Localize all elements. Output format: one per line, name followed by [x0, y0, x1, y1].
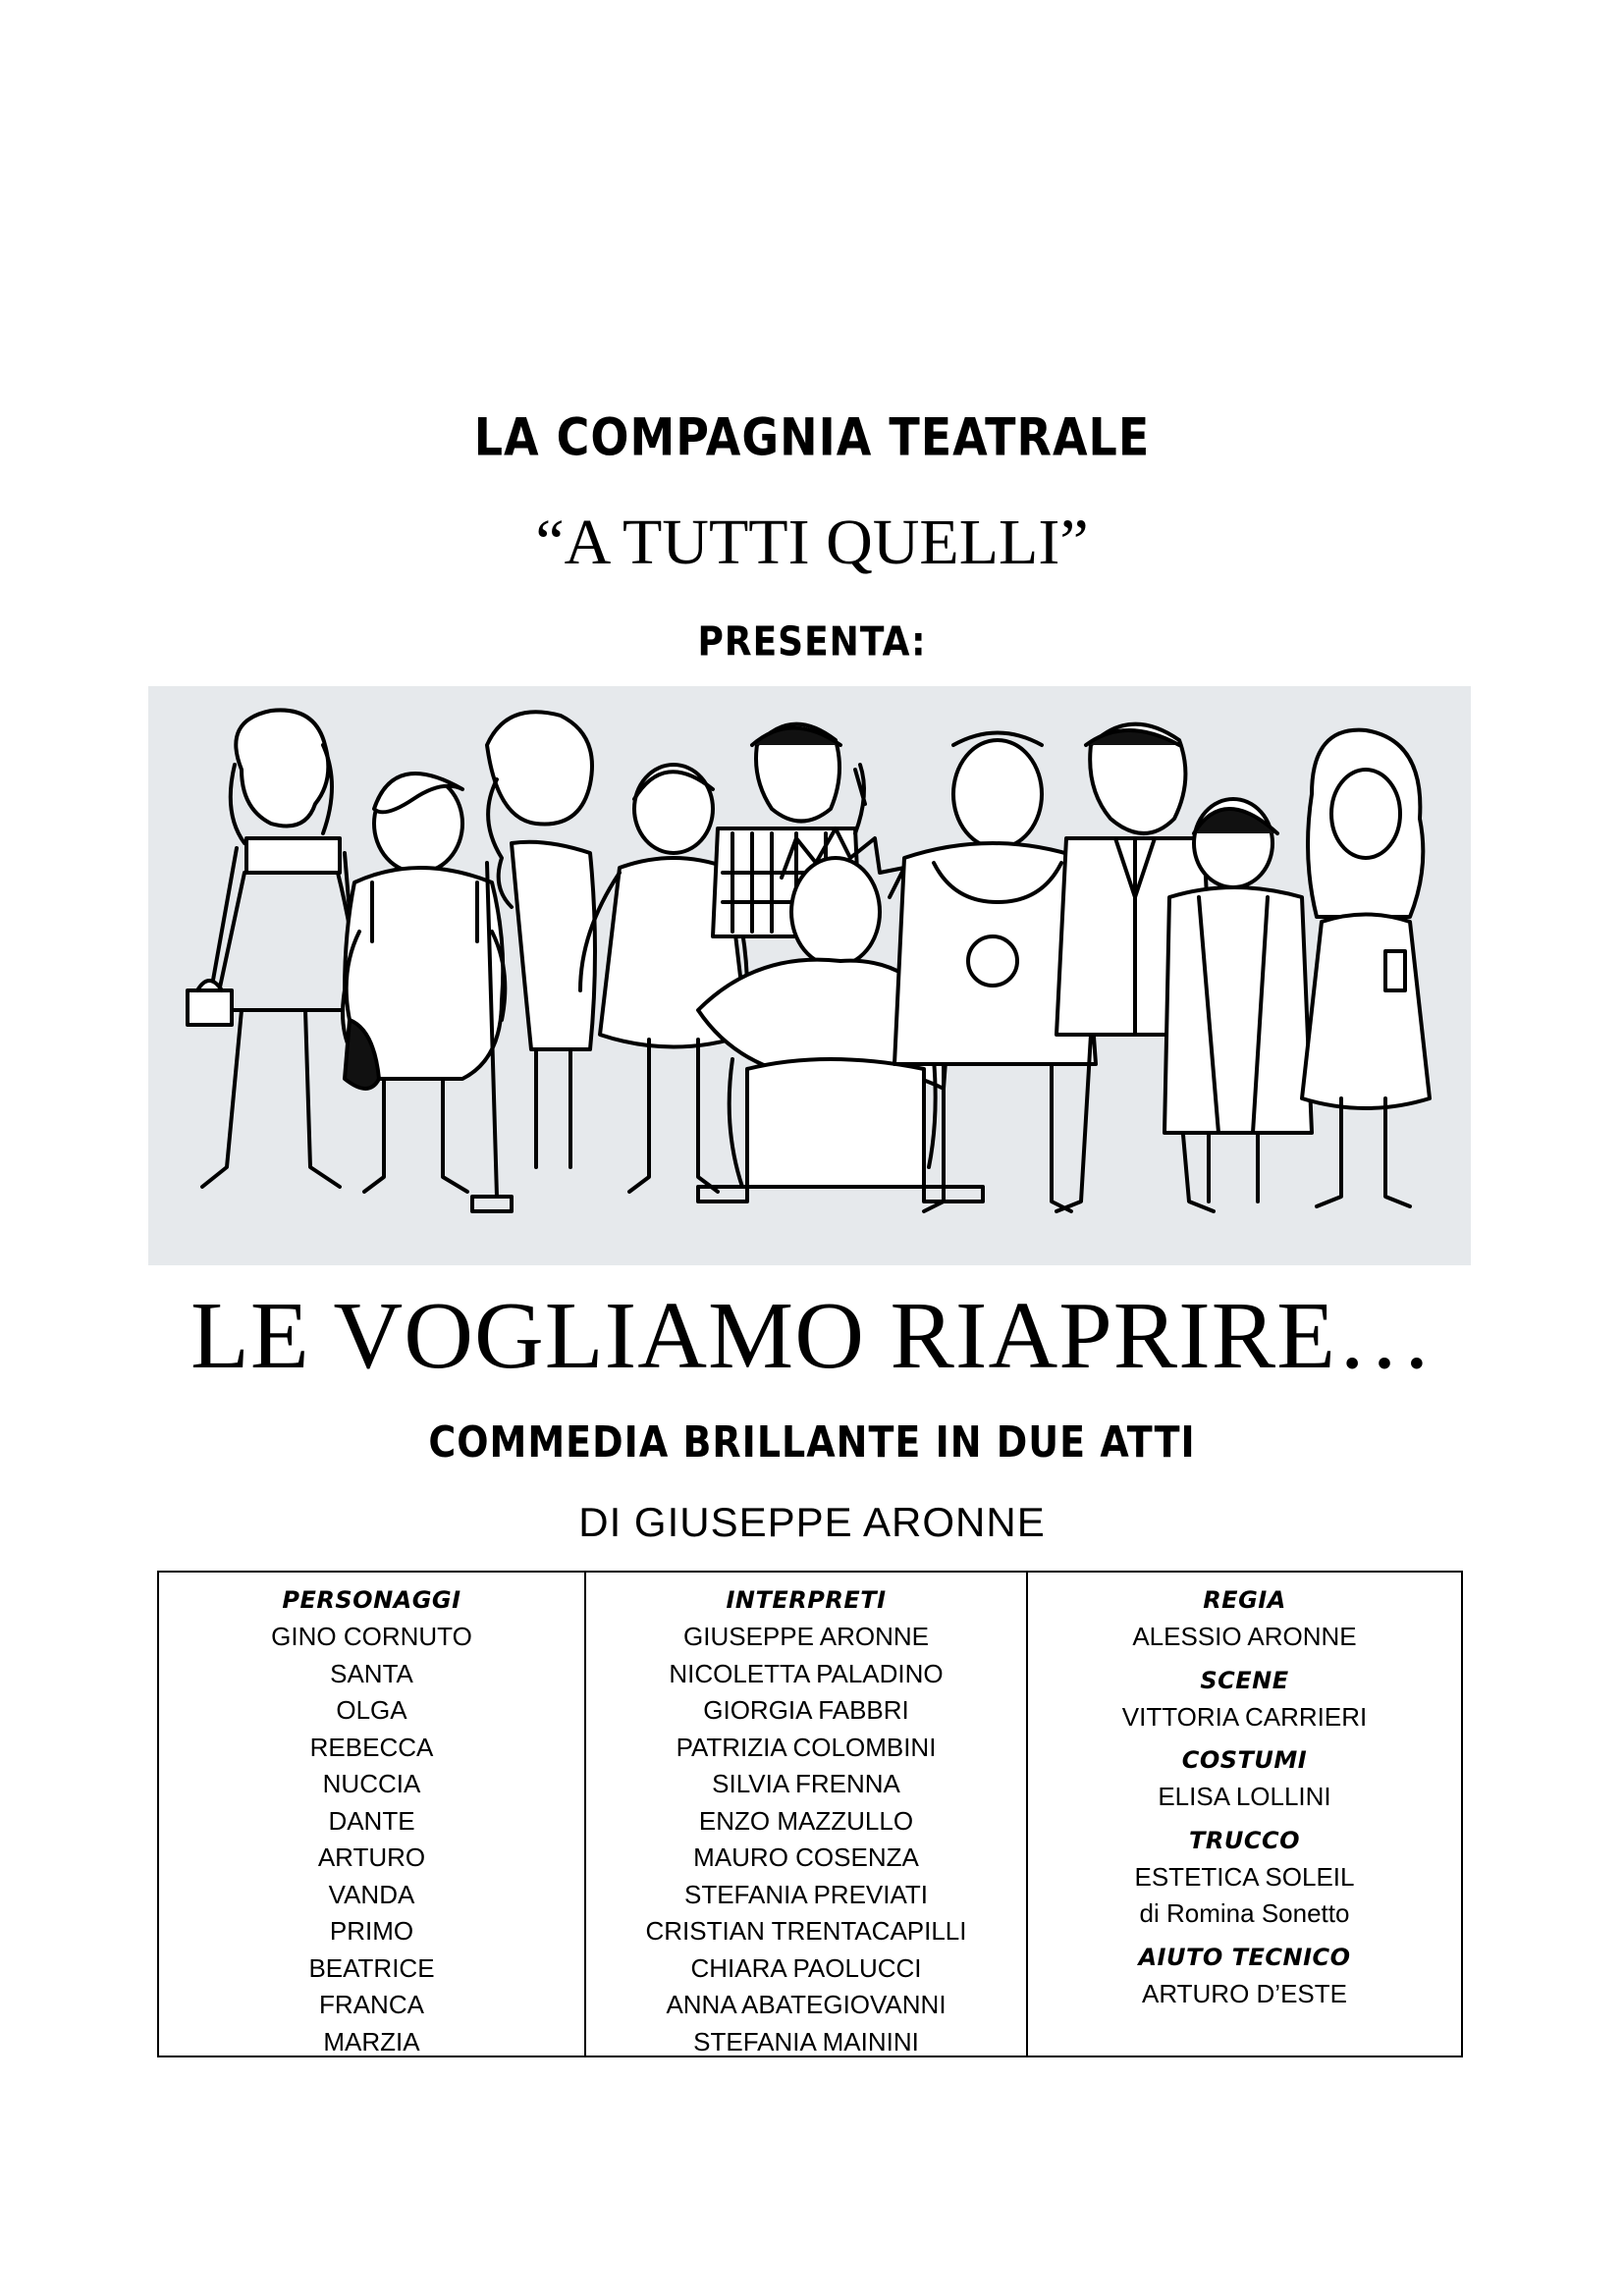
role-name: REBECCA	[309, 1732, 434, 1762]
roles-header: PERSONAGGI	[282, 1586, 461, 1614]
actor-name: ANNA ABATEGIOVANNI	[666, 1990, 947, 2019]
roles-column	[159, 1573, 584, 2056]
actors-header: INTERPRETI	[726, 1586, 887, 1614]
role-name: MARZIA	[323, 2026, 420, 2056]
actor-name: SILVIA FRENNA	[712, 1769, 900, 1798]
actor-name: MAURO COSENZA	[693, 1842, 919, 1872]
role-name: OLGA	[336, 1695, 407, 1725]
play-author: DI GIUSEPPE ARONNE	[578, 1499, 1046, 1545]
actor-name: NICOLETTA PALADINO	[669, 1658, 944, 1688]
actors-column	[584, 1573, 1026, 2056]
trucco-header: TRUCCO	[1189, 1826, 1300, 1854]
cast-figure-2	[343, 774, 512, 1211]
regia-header: REGIA	[1203, 1586, 1286, 1614]
credits-table	[157, 1571, 1463, 2057]
costumi-header: COSTUMI	[1181, 1746, 1308, 1774]
scene-header: SCENE	[1200, 1666, 1289, 1694]
actor-name: PATRIZIA COLOMBINI	[676, 1732, 937, 1762]
actor-name: GIUSEPPE ARONNE	[683, 1622, 929, 1651]
role-name: PRIMO	[329, 1916, 414, 1946]
role-name: DANTE	[328, 1805, 415, 1836]
presents-label: PRESENTA:	[697, 618, 927, 667]
costumi-name: ELISA LOLLINI	[1158, 1782, 1331, 1811]
cast-figure-1	[188, 710, 362, 1187]
actor-name: CHIARA PAOLUCCI	[690, 1952, 922, 1983]
role-name: GINO CORNUTO	[271, 1622, 472, 1651]
role-name: SANTA	[330, 1658, 413, 1688]
cast-illustration	[148, 686, 1471, 1265]
actor-name: GIORGIA FABBRI	[703, 1695, 909, 1725]
role-name: ARTURO	[317, 1842, 426, 1872]
cast-figure-10	[1302, 730, 1430, 1206]
actor-name: STEFANIA PREVIATI	[683, 1879, 929, 1909]
role-name: FRANCA	[319, 1990, 424, 2019]
regia-name: ALESSIO ARONNE	[1132, 1622, 1357, 1651]
cartoon-cast-group-icon	[148, 686, 1471, 1265]
role-name: BEATRICE	[308, 1952, 435, 1983]
theatre-group-name: “A TUTTI QUELLI”	[535, 507, 1089, 578]
play-title: LE VOGLIAMO RIAPRIRE…	[190, 1283, 1434, 1389]
scene-name: VITTORIA CARRIERI	[1121, 1701, 1368, 1732]
role-name: VANDA	[328, 1879, 415, 1909]
actor-name: STEFANIA MAININI	[693, 2026, 919, 2056]
play-subtitle: COMMEDIA BRILLANTE IN DUE ATTI	[428, 1416, 1196, 1468]
actor-name: CRISTIAN TRENTACAPILLI	[645, 1916, 967, 1946]
aiuto-tecnico-header: AIUTO TECNICO	[1138, 1943, 1351, 1971]
trucco-credit: di Romina Sonetto	[1139, 1898, 1350, 1928]
company-heading: LA COMPAGNIA TEATRALE	[473, 405, 1151, 468]
actor-name: ENZO MAZZULLO	[698, 1805, 914, 1836]
role-name: NUCCIA	[322, 1769, 421, 1798]
crew-column	[1026, 1573, 1461, 2056]
aiuto-tecnico-name: ARTURO D’ESTE	[1142, 1978, 1347, 2008]
trucco-name: ESTETICA SOLEIL	[1134, 1861, 1355, 1892]
